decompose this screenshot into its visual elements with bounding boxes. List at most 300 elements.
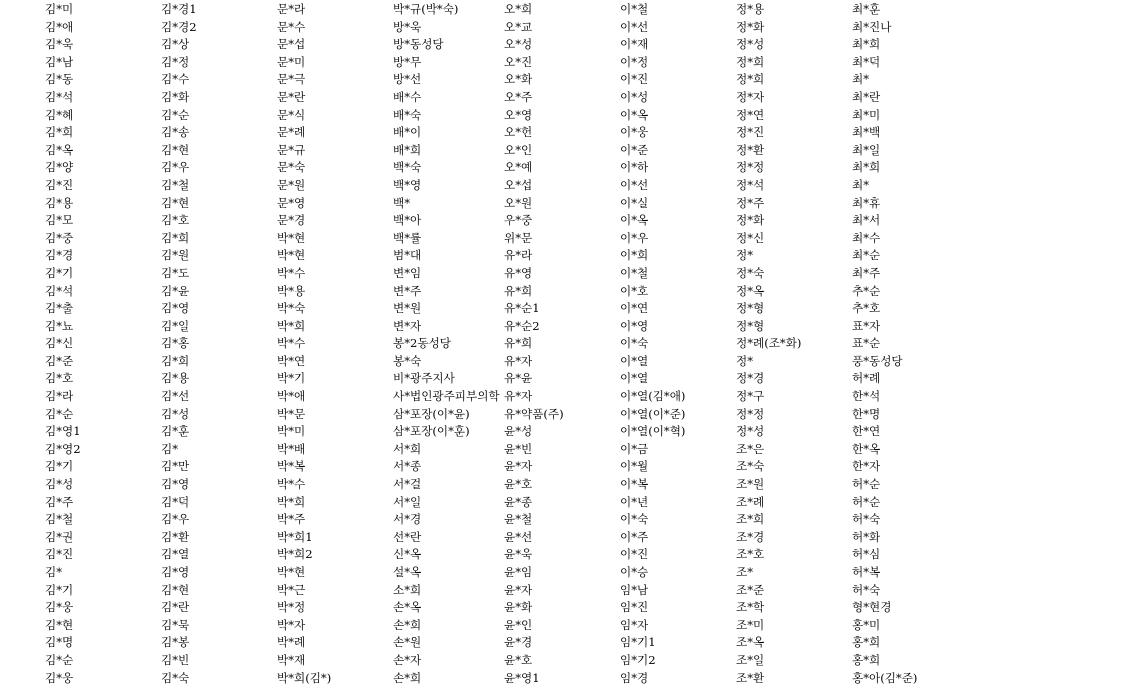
name-column-2 bbox=[161, 1, 277, 687]
name-entry: 박*배 bbox=[277, 441, 306, 456]
name-entry: 조*학 bbox=[736, 600, 765, 615]
name-entry: 김*정 bbox=[161, 54, 190, 69]
name-entry: 문*수 bbox=[277, 19, 306, 34]
name-entry: 서*종 bbox=[393, 459, 422, 474]
name-entry: 박*수 bbox=[277, 336, 306, 351]
name-entry: 박*희1 bbox=[277, 529, 313, 544]
name-entry: 조*숙 bbox=[736, 459, 765, 474]
name-entry: 김*용 bbox=[45, 195, 74, 210]
name-entry: 김*영 bbox=[161, 477, 190, 492]
name-entry: 김*욱 bbox=[45, 37, 74, 52]
name-entry: 김*순 bbox=[45, 652, 74, 667]
name-entry: 김*옥 bbox=[45, 142, 74, 157]
name-entry: 박*현 bbox=[277, 565, 306, 579]
name-entry: 김*수 bbox=[161, 72, 190, 87]
name-entry: 김*석 bbox=[45, 283, 74, 298]
name-entry: 서*경 bbox=[393, 512, 422, 527]
name-entry: 이*열(이*혁) bbox=[620, 424, 686, 439]
name-entry: 방*동성당 bbox=[393, 37, 444, 52]
name-entry: 이*열(김*애) bbox=[620, 389, 686, 404]
name-entry: 한*옥 bbox=[852, 441, 881, 456]
name-entry: 이*금 bbox=[620, 441, 649, 456]
name-entry: 서*걸 bbox=[393, 477, 422, 492]
name-entry: 이*열(이*준) bbox=[620, 406, 686, 421]
name-entry: 조*준 bbox=[736, 582, 765, 597]
name-entry: 정*형 bbox=[736, 301, 765, 316]
name-entry: 윤*인 bbox=[504, 617, 533, 632]
name-entry: 표*자 bbox=[852, 318, 881, 333]
name-entry: 김*웅 bbox=[45, 670, 74, 685]
name-entry: 김*화 bbox=[161, 89, 190, 104]
name-entry: 김*기 bbox=[45, 582, 74, 597]
name-entry: 조*희 bbox=[736, 512, 765, 527]
name-entry: 조*원 bbox=[736, 477, 765, 492]
name-entry: 정*숙 bbox=[736, 265, 765, 280]
name-entry: 김*원 bbox=[161, 248, 190, 263]
name-entry: 배*희 bbox=[393, 142, 422, 157]
name-entry: 문*극 bbox=[277, 72, 306, 87]
name-entry: 문*숙 bbox=[277, 160, 306, 175]
name-entry: 김*현 bbox=[161, 142, 190, 157]
name-entry: 이*선 bbox=[620, 19, 649, 34]
name-entry: 추*순 bbox=[852, 283, 881, 298]
name-entry: 김*봉 bbox=[161, 635, 190, 650]
name-entry: 임*자 bbox=[620, 617, 649, 632]
name-entry: 김*애 bbox=[45, 19, 74, 34]
name-entry: 박*복 bbox=[277, 459, 306, 474]
name-entry: 김*빈 bbox=[161, 652, 190, 667]
name-entry: 조*환 bbox=[736, 670, 765, 685]
name-entry: 이*실 bbox=[620, 195, 649, 210]
name-entry: 김*신 bbox=[45, 336, 74, 351]
name-entry: 이*호 bbox=[620, 283, 649, 298]
name-entry: 홍*희 bbox=[852, 652, 881, 667]
name-entry: 이*년 bbox=[620, 494, 649, 509]
name-entry: 이*열 bbox=[620, 371, 649, 386]
name-entry: 김*기 bbox=[45, 265, 74, 280]
name-entry: 김*만 bbox=[161, 459, 190, 474]
name-entry: 최*수 bbox=[852, 230, 881, 245]
name-entry: 오*원 bbox=[504, 195, 533, 210]
name-entry: 김*영1 bbox=[45, 424, 81, 439]
name-entry: 박*희 bbox=[277, 494, 306, 509]
name-entry: 이*성 bbox=[620, 89, 649, 104]
name-entry: 정*성 bbox=[736, 424, 765, 439]
name-entry: 문*식 bbox=[277, 107, 306, 122]
name-entry: 이*선 bbox=[620, 177, 649, 192]
name-entry: 문*란 bbox=[277, 89, 306, 104]
name-entry: 백*영 bbox=[393, 177, 422, 192]
name-entry: 정*정 bbox=[736, 406, 765, 421]
name-entry: 정*성 bbox=[736, 37, 765, 52]
name-entry: 박*미 bbox=[277, 424, 306, 439]
name-entry: 정*신 bbox=[736, 230, 765, 245]
name-entry: 박*애 bbox=[277, 389, 306, 404]
name-entry: 서*일 bbox=[393, 494, 422, 509]
name-entry: 문*경 bbox=[277, 213, 306, 228]
name-entry: 이*숙 bbox=[620, 336, 649, 351]
name-entry: 유*자 bbox=[504, 353, 533, 368]
name-entry: 소*희 bbox=[393, 582, 422, 597]
name-entry: 이*복 bbox=[620, 477, 649, 492]
name-entry: 김*기 bbox=[45, 459, 74, 474]
name-entry: 문*라 bbox=[277, 2, 306, 16]
name-entry: 오*성 bbox=[504, 37, 533, 52]
name-entry: 김*우 bbox=[161, 160, 190, 175]
name-entry: 정*석 bbox=[736, 177, 765, 192]
name-entry: 김*홍 bbox=[161, 336, 190, 351]
name-entry: 방*무 bbox=[393, 54, 422, 69]
name-entry: 허*순 bbox=[852, 477, 881, 492]
name-entry: 정*례(조*화) bbox=[736, 336, 802, 351]
name-entry: 박*정 bbox=[277, 600, 306, 615]
name-entry: 오*주 bbox=[504, 89, 533, 104]
name-entry: 설*옥 bbox=[393, 565, 422, 579]
name-entry: 유*순1 bbox=[504, 301, 540, 316]
name-entry: 오*예 bbox=[504, 160, 533, 175]
name-column-4 bbox=[393, 1, 509, 687]
name-entry: 임*남 bbox=[620, 582, 649, 597]
name-entry: 정*형 bbox=[736, 318, 765, 333]
name-entry: 정*경 bbox=[736, 371, 765, 386]
name-entry: 김*출 bbox=[45, 301, 74, 316]
name-entry: 윤*종 bbox=[504, 494, 533, 509]
name-entry: 최*희 bbox=[852, 37, 881, 52]
name-entry: 최*덕 bbox=[852, 54, 881, 69]
name-entry: 정*연 bbox=[736, 107, 765, 122]
name-entry: 정*희 bbox=[736, 72, 765, 87]
name-entry: 윤*영1 bbox=[504, 670, 540, 685]
name-column-8 bbox=[852, 1, 968, 687]
name-entry: 김*진 bbox=[45, 547, 74, 562]
name-entry: 허*숙 bbox=[852, 512, 881, 527]
name-entry: 이*주 bbox=[620, 529, 649, 544]
name-entry: 정*정 bbox=[736, 160, 765, 175]
name-entry: 최*진나 bbox=[852, 19, 892, 34]
name-entry: 최*미 bbox=[852, 107, 881, 122]
name-entry: 김*열 bbox=[161, 547, 190, 562]
name-entry: 김*성 bbox=[45, 477, 74, 492]
name-entry: 김*묵 bbox=[161, 617, 190, 632]
name-entry: 박*현 bbox=[277, 230, 306, 245]
name-entry: 임*진 bbox=[620, 600, 649, 615]
name-entry: 조*미 bbox=[736, 617, 765, 632]
name-entry: 박*재 bbox=[277, 652, 306, 667]
name-entry: 김*우 bbox=[161, 512, 190, 527]
name-entry: 봉*2동성당 bbox=[393, 336, 451, 351]
name-entry: 삼*포장(이*훈) bbox=[393, 424, 470, 439]
name-column-3 bbox=[277, 1, 393, 687]
name-entry: 김*송 bbox=[161, 125, 190, 140]
name-entry: 김*웅 bbox=[45, 600, 74, 615]
name-entry: 김*영 bbox=[161, 565, 190, 579]
name-entry: 유*라 bbox=[504, 248, 533, 263]
name-entry: 임*경 bbox=[620, 670, 649, 685]
name-entry: 한*석 bbox=[852, 389, 881, 404]
name-entry: 김*라 bbox=[45, 389, 74, 404]
name-entry: 박*자 bbox=[277, 617, 306, 632]
name-entry: 이*옥 bbox=[620, 213, 649, 228]
name-entry: 손*희 bbox=[393, 617, 422, 632]
name-entry: 손*희 bbox=[393, 670, 422, 685]
name-entry: 허*심 bbox=[852, 547, 881, 562]
name-entry: 김*희 bbox=[161, 230, 190, 245]
name-entry: 이*연 bbox=[620, 301, 649, 316]
name-entry: 김*덕 bbox=[161, 494, 190, 509]
name-entry: 김*현 bbox=[45, 617, 74, 632]
name-entry: 최*란 bbox=[852, 89, 881, 104]
name-entry: 윤*임 bbox=[504, 565, 533, 579]
name-entry: 삼*포장(이*윤) bbox=[393, 406, 470, 421]
name-entry: 이*희 bbox=[620, 248, 649, 263]
name-column-6 bbox=[620, 1, 736, 687]
name-entry: 형*현경 bbox=[852, 600, 892, 615]
name-entry: 정*옥 bbox=[736, 283, 765, 298]
name-entry: 박*희(김*) bbox=[277, 670, 332, 685]
name-entry: 홍*미 bbox=[852, 617, 881, 632]
name-entry: 이*하 bbox=[620, 160, 649, 175]
name-entry: 정*환 bbox=[736, 142, 765, 157]
name-entry: 김*중 bbox=[45, 230, 74, 245]
name-entry: 유*약품(주) bbox=[504, 406, 564, 421]
name-entry: 김*혜 bbox=[45, 107, 74, 122]
name-entry: 김*진 bbox=[45, 177, 74, 192]
name-entry: 정*희 bbox=[736, 54, 765, 69]
name-entry: 이*진 bbox=[620, 72, 649, 87]
name-entry: 배*숙 bbox=[393, 107, 422, 122]
name-entry: 이*옥 bbox=[620, 107, 649, 122]
name-column-1 bbox=[45, 1, 161, 687]
name-entry: 유*희 bbox=[504, 336, 533, 351]
name-entry: 정* bbox=[736, 248, 753, 263]
name-entry: 김*호 bbox=[45, 371, 74, 386]
name-entry: 정*주 bbox=[736, 195, 765, 210]
name-entry: 정*화 bbox=[736, 213, 765, 228]
name-entry: 최*순 bbox=[852, 248, 881, 263]
name-entry: 윤*호 bbox=[504, 652, 533, 667]
name-entry: 이*열 bbox=[620, 353, 649, 368]
name-entry: 김*경 bbox=[45, 248, 74, 263]
name-entry: 김*영2 bbox=[45, 441, 81, 456]
name-entry: 배*이 bbox=[393, 125, 422, 140]
name-entry: 서*희 bbox=[393, 441, 422, 456]
name-entry: 김*윤 bbox=[161, 283, 190, 298]
name-entry: 조* bbox=[736, 565, 753, 579]
name-entry: 범*대 bbox=[393, 248, 422, 263]
name-entry: 김*뇨 bbox=[45, 318, 74, 333]
name-entry: 임*기2 bbox=[620, 652, 656, 667]
name-entry: 박*숙 bbox=[277, 301, 306, 316]
name-entry: 김*모 bbox=[45, 213, 74, 228]
name-entry: 손*자 bbox=[393, 652, 422, 667]
name-entry: 변*주 bbox=[393, 283, 422, 298]
name-entry: 오*희 bbox=[504, 2, 533, 16]
name-entry: 김*일 bbox=[161, 318, 190, 333]
name-entry: 표*순 bbox=[852, 336, 881, 351]
name-entry: 박*규(박*숙) bbox=[393, 2, 459, 16]
name-entry: 김* bbox=[45, 565, 62, 579]
name-entry: 김*순 bbox=[45, 406, 74, 421]
name-entry: 조*례 bbox=[736, 494, 765, 509]
name-entry: 박*례 bbox=[277, 635, 306, 650]
name-column-5 bbox=[504, 1, 620, 687]
name-entry: 김*희 bbox=[45, 125, 74, 140]
name-entry: 방*욱 bbox=[393, 19, 422, 34]
name-entry: 윤*호 bbox=[504, 477, 533, 492]
name-entry: 김*경2 bbox=[161, 19, 197, 34]
name-entry: 배*수 bbox=[393, 89, 422, 104]
name-entry: 이*준 bbox=[620, 142, 649, 157]
name-entry: 윤*철 bbox=[504, 512, 533, 527]
name-entry: 우*중 bbox=[504, 213, 533, 228]
name-entry: 윤*경 bbox=[504, 635, 533, 650]
name-entry: 홍*아(김*준) bbox=[852, 670, 918, 685]
name-entry: 김*양 bbox=[45, 160, 74, 175]
name-entry: 위*문 bbox=[504, 230, 533, 245]
name-entry: 조*은 bbox=[736, 441, 765, 456]
name-entry: 김*환 bbox=[161, 529, 190, 544]
name-entry: 박*근 bbox=[277, 582, 306, 597]
name-entry: 유*영 bbox=[504, 265, 533, 280]
name-entry: 오*화 bbox=[504, 72, 533, 87]
name-entry: 김*경1 bbox=[161, 2, 197, 16]
name-entry: 정* bbox=[736, 353, 753, 368]
name-entry: 손*옥 bbox=[393, 600, 422, 615]
name-entry: 한*자 bbox=[852, 459, 881, 474]
name-entry: 박*기 bbox=[277, 371, 306, 386]
name-entry: 사*법인광주피부의학 bbox=[393, 389, 500, 404]
name-entry: 풍*동성당 bbox=[852, 353, 903, 368]
name-entry: 김*준 bbox=[45, 353, 74, 368]
name-entry: 김*순 bbox=[161, 107, 190, 122]
name-entry: 비*광주지사 bbox=[393, 371, 455, 386]
name-entry: 조*경 bbox=[736, 529, 765, 544]
name-entry: 변*자 bbox=[393, 318, 422, 333]
name-entry: 김*영 bbox=[161, 301, 190, 316]
name-entry: 오*진 bbox=[504, 54, 533, 69]
name-entry: 정*자 bbox=[736, 89, 765, 104]
name-entry: 백* bbox=[393, 195, 410, 210]
name-entry: 윤*성 bbox=[504, 424, 533, 439]
name-entry: 최*백 bbox=[852, 125, 881, 140]
name-entry: 김*도 bbox=[161, 265, 190, 280]
name-entry: 오*섭 bbox=[504, 177, 533, 192]
name-entry: 김*호 bbox=[161, 213, 190, 228]
name-entry: 문*섭 bbox=[277, 37, 306, 52]
name-entry: 김*권 bbox=[45, 529, 74, 544]
name-entry: 유*윤 bbox=[504, 371, 533, 386]
name-entry: 박*연 bbox=[277, 353, 306, 368]
name-entry: 이*월 bbox=[620, 459, 649, 474]
name-entry: 정*구 bbox=[736, 389, 765, 404]
name-entry: 이*재 bbox=[620, 37, 649, 52]
name-entry: 정*화 bbox=[736, 19, 765, 34]
name-entry: 최* bbox=[852, 72, 869, 87]
name-entry: 박*주 bbox=[277, 512, 306, 527]
name-entry: 정*용 bbox=[736, 2, 765, 16]
name-entry: 김*철 bbox=[161, 177, 190, 192]
name-entry: 이*철 bbox=[620, 265, 649, 280]
name-entry: 허*숙 bbox=[852, 582, 881, 597]
name-entry: 김* bbox=[161, 441, 178, 456]
name-entry: 박*수 bbox=[277, 265, 306, 280]
name-entry: 김*란 bbox=[161, 600, 190, 615]
name-entry: 백*아 bbox=[393, 213, 422, 228]
name-entry: 한*명 bbox=[852, 406, 881, 421]
name-entry: 김*숙 bbox=[161, 670, 190, 685]
name-entry: 이*진 bbox=[620, 547, 649, 562]
name-entry: 최* bbox=[852, 177, 869, 192]
name-entry: 윤*자 bbox=[504, 582, 533, 597]
name-entry: 김*석 bbox=[45, 89, 74, 104]
name-entry: 임*기1 bbox=[620, 635, 656, 650]
name-entry: 신*옥 bbox=[393, 547, 422, 562]
name-entry: 문*영 bbox=[277, 195, 306, 210]
name-entry: 박*현 bbox=[277, 248, 306, 263]
name-entry: 문*미 bbox=[277, 54, 306, 69]
name-entry: 김*희 bbox=[161, 353, 190, 368]
name-entry: 윤*선 bbox=[504, 529, 533, 544]
name-entry: 이*영 bbox=[620, 318, 649, 333]
name-entry: 김*현 bbox=[161, 195, 190, 210]
name-entry: 김*상 bbox=[161, 37, 190, 52]
name-entry: 최*일 bbox=[852, 142, 881, 157]
name-entry: 김*명 bbox=[45, 635, 74, 650]
name-entry: 문*원 bbox=[277, 177, 306, 192]
name-entry: 변*임 bbox=[393, 265, 422, 280]
name-entry: 홍*희 bbox=[852, 635, 881, 650]
name-entry: 손*원 bbox=[393, 635, 422, 650]
name-entry: 백*숙 bbox=[393, 160, 422, 175]
name-entry: 김*남 bbox=[45, 54, 74, 69]
name-entry: 김*주 bbox=[45, 494, 74, 509]
name-entry: 유*자 bbox=[504, 389, 533, 404]
name-entry: 허*화 bbox=[852, 529, 881, 544]
name-entry: 유*희 bbox=[504, 283, 533, 298]
name-entry: 윤*화 bbox=[504, 600, 533, 615]
name-entry: 이*승 bbox=[620, 565, 649, 579]
name-entry: 윤*욱 bbox=[504, 547, 533, 562]
name-entry: 허*복 bbox=[852, 565, 881, 579]
name-entry: 박*용 bbox=[277, 283, 306, 298]
name-entry: 김*현 bbox=[161, 582, 190, 597]
name-entry: 윤*자 bbox=[504, 459, 533, 474]
name-entry: 윤*빈 bbox=[504, 441, 533, 456]
name-entry: 박*희 bbox=[277, 318, 306, 333]
name-entry: 문*례 bbox=[277, 125, 306, 140]
name-entry: 조*옥 bbox=[736, 635, 765, 650]
name-entry: 김*동 bbox=[45, 72, 74, 87]
name-entry: 김*미 bbox=[45, 2, 74, 16]
name-entry: 유*순2 bbox=[504, 318, 540, 333]
name-entry: 최*휴 bbox=[852, 195, 881, 210]
name-entry: 김*성 bbox=[161, 406, 190, 421]
name-entry: 이*우 bbox=[620, 230, 649, 245]
name-entry: 허*례 bbox=[852, 371, 881, 386]
name-entry: 조*일 bbox=[736, 652, 765, 667]
name-entry: 오*헌 bbox=[504, 125, 533, 140]
name-entry: 이*웅 bbox=[620, 125, 649, 140]
name-entry: 변*원 bbox=[393, 301, 422, 316]
name-entry: 김*철 bbox=[45, 512, 74, 527]
name-entry: 이*숙 bbox=[620, 512, 649, 527]
name-entry: 최*훈 bbox=[852, 2, 881, 16]
name-entry: 이*정 bbox=[620, 54, 649, 69]
name-entry: 추*호 bbox=[852, 301, 881, 316]
name-entry: 방*선 bbox=[393, 72, 422, 87]
name-entry: 봉*숙 bbox=[393, 353, 422, 368]
name-entry: 조*호 bbox=[736, 547, 765, 562]
